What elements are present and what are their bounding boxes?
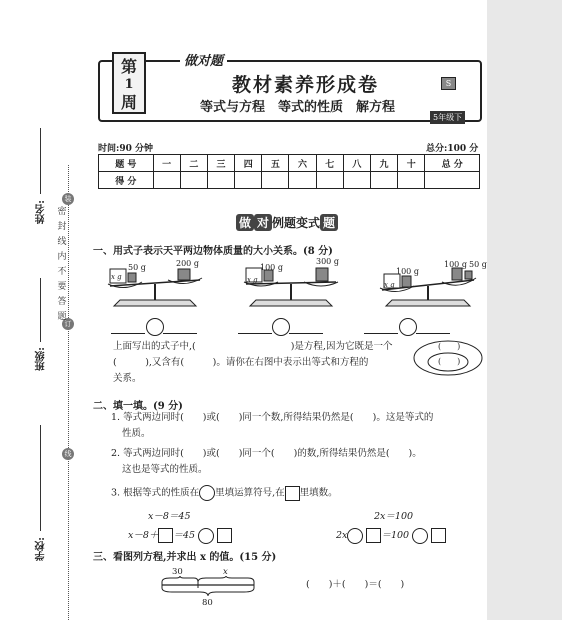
operator-circle[interactable]	[412, 528, 428, 544]
table-header: 八	[343, 155, 370, 172]
answer-line[interactable]	[163, 333, 197, 334]
table-row	[99, 155, 480, 172]
number-box-example	[285, 486, 300, 501]
score-cell[interactable]	[235, 172, 262, 189]
segment-total-value: 80	[202, 598, 213, 608]
scale3-right-weight-2: 50 g	[469, 260, 487, 269]
table-header: 十	[398, 155, 425, 172]
q1-line-2: ( ),又含有( )。请你在右图中表示出等式和方程的	[113, 357, 369, 368]
q2-item-1-cont: 性质。	[122, 428, 151, 439]
score-cell[interactable]	[316, 172, 343, 189]
answer-line[interactable]	[416, 333, 450, 334]
exam-total: 总分:100 分	[426, 144, 479, 154]
score-cell[interactable]	[289, 172, 316, 189]
segment-left-value: 30	[172, 567, 183, 577]
binding-text: 密 封 线 内 不 要 答 题	[57, 207, 67, 322]
operator-circle-example	[199, 485, 215, 501]
table-header: 一	[153, 155, 180, 172]
scale1-right-weight: 200 g	[176, 259, 199, 268]
number-box[interactable]	[366, 528, 381, 543]
operator-circle[interactable]	[198, 528, 214, 544]
compare-circle[interactable]	[146, 318, 164, 336]
question-3-title: 三、看图列方程,并求出 x 的值。(15 分)	[93, 552, 277, 563]
section-banner: 做 对 例题变式 题	[230, 214, 344, 232]
q3-answer-template[interactable]: ( )＋( )＝( )	[306, 579, 405, 590]
scale1-left-weight: 50 g	[128, 263, 146, 272]
score-table	[98, 154, 480, 189]
table-header: 三	[207, 155, 234, 172]
q2-item-1: 1. 等式两边同时( )或( )同一个数,所得结果仍然是( )。这是等式的	[111, 412, 434, 423]
binding-hole: 订	[62, 318, 74, 330]
q2-item-2: 2. 等式两边同时( )或( )同一个( )的数,所得结果仍然是( )。	[111, 448, 422, 459]
scale2-box-label: x g	[247, 276, 258, 284]
set-diagram-inner-label: ( )	[438, 357, 461, 366]
equation-2-bottom: 2x ＝100	[336, 527, 446, 544]
class-label: 班级:	[36, 347, 47, 371]
q1-line-1: 上面写出的式子中,( )是方程,因为它既是一个	[113, 341, 393, 352]
table-header: 题 号	[99, 155, 154, 172]
scale3-right-weight-1: 100 g	[444, 260, 467, 269]
score-cell[interactable]	[153, 172, 180, 189]
operator-circle[interactable]	[347, 528, 363, 544]
compare-circle[interactable]	[272, 318, 290, 336]
school-label: 学校:	[36, 537, 47, 561]
number-box[interactable]	[431, 528, 446, 543]
name-label: 姓名:	[36, 200, 47, 224]
scale1-box-label: x g	[111, 273, 122, 281]
page-edge	[487, 0, 562, 620]
equation-1-top: x－8＝45	[148, 511, 191, 522]
exam-time: 时间:90 分钟	[98, 144, 153, 154]
scale2-right-weight: 300 g	[316, 257, 339, 266]
score-cell[interactable]	[180, 172, 207, 189]
equation-2-top: 2x＝100	[374, 511, 414, 522]
scale3-box-label: x g	[384, 281, 395, 289]
table-header: 七	[316, 155, 343, 172]
set-diagram-outer-label: ( )	[438, 342, 461, 351]
number-box[interactable]	[217, 528, 232, 543]
answer-line[interactable]	[111, 333, 145, 334]
s-badge: S	[441, 77, 456, 90]
page-subtitle: 等式与方程 等式的性质 解方程	[200, 100, 396, 115]
answer-line[interactable]	[364, 333, 398, 334]
table-row	[99, 172, 480, 189]
table-header: 九	[370, 155, 397, 172]
segment-right-value: x	[223, 567, 228, 577]
question-1-title: 一、用式子表示天平两边物体质量的大小关系。(8 分)	[93, 246, 333, 257]
q1-line-3: 关系。	[113, 373, 142, 384]
week-badge: 第 1 周	[112, 52, 146, 114]
table-header: 六	[289, 155, 316, 172]
table-header: 总 分	[425, 155, 480, 172]
number-box[interactable]	[158, 528, 173, 543]
equation-1-bottom: x－8＋ ＝45	[128, 527, 232, 544]
score-cell[interactable]	[425, 172, 480, 189]
grade-tag: 5年级下	[430, 111, 465, 124]
score-cell[interactable]	[370, 172, 397, 189]
school-field[interactable]	[40, 425, 41, 531]
score-cell[interactable]	[398, 172, 425, 189]
scale3-left-weight: 100 g	[396, 267, 419, 276]
table-header: 二	[180, 155, 207, 172]
name-field[interactable]	[40, 128, 41, 194]
q2-item-2-cont: 这也是等式的性质。	[122, 464, 208, 475]
answer-line[interactable]	[289, 333, 323, 334]
table-header: 五	[262, 155, 289, 172]
binding-hole: 线	[62, 448, 74, 460]
page-title: 教材素养形成卷	[232, 74, 380, 96]
q2-item-3: 3. 根据等式的性质在 里填运算符号,在 里填数。	[111, 485, 338, 501]
class-field[interactable]	[40, 278, 41, 342]
compare-circle[interactable]	[399, 318, 417, 336]
row-label: 得 分	[99, 172, 154, 189]
scale2-left-weight: 100 g	[260, 263, 283, 272]
brand-logo: 做对题	[180, 50, 227, 69]
answer-line[interactable]	[238, 333, 272, 334]
score-cell[interactable]	[343, 172, 370, 189]
score-cell[interactable]	[262, 172, 289, 189]
table-header: 四	[235, 155, 262, 172]
score-cell[interactable]	[207, 172, 234, 189]
question-2-title: 二、填一填。(9 分)	[93, 401, 183, 412]
binding-hole: 装	[62, 193, 74, 205]
